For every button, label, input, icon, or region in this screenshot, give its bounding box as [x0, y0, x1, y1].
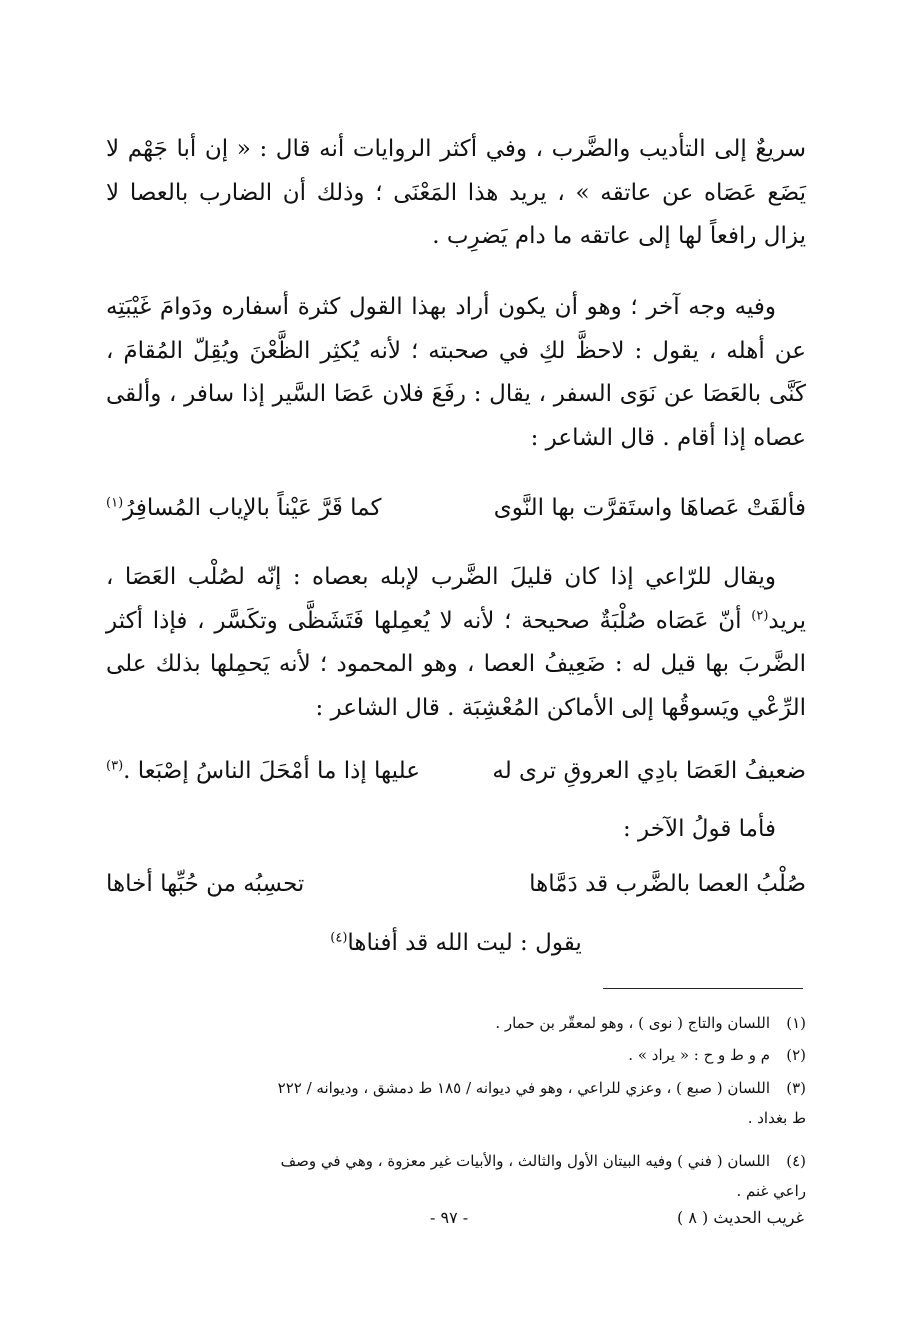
- verse-hemistich-first: فألقَتْ عَصاهَا واستَقرَّت بها النَّوى: [493, 495, 806, 521]
- footnote-text: اللسان ( صبع ) ، وعزي للراعي ، وهو في ديوانه / ١٨٥ ط دمشق ، وديوانه / ٢٢٢: [277, 1079, 770, 1097]
- footnote-continuation: ط بغداد .: [747, 1109, 806, 1127]
- paragraph: وفيه وجه آخر ؛ وهو أن يكون أراد بهذا القول كثرة أسفاره ودَوامَ غَيْبَتِه عن أهله ، يقول : لاحظَّ لكِ في صحبته ؛ لأنه يُكثِر الظَّعْنَ ويُقِلّ المُقامَ ، كَنَّى بالعَصَا عن نَوَى السفر ، يقال : رفَعَ فلان عَصَا السَّير إذا سافر ، وألقى عصاه إذا أقام . قال الشاعر :: [106, 294, 806, 452]
- footnote-separator: [603, 988, 803, 989]
- paragraph-part: ويقال للرّاعي إذا كان قليلَ الضَّرب لإبله بعصاه : إنّه لصُلْب العَصَا ، يريد: [106, 564, 806, 634]
- verse-hemistich-second: [106, 487, 381, 529]
- footnote: [106, 1040, 806, 1070]
- verse-text: عليها إذا ما أمْحَلَ الناسُ إصْبَعا .: [123, 758, 420, 784]
- verse-line: [106, 863, 806, 905]
- footnote-text: اللسان ( فني ) وفيه البيتان الأول والثالث ، والأبيات غير معزوة ، وهي في وصف: [280, 1152, 770, 1170]
- footnote-continuation: راعي غنم .: [736, 1182, 806, 1200]
- footnote-ref: (٢): [751, 608, 769, 624]
- footnote-ref: (٤): [330, 930, 348, 946]
- verse-line: [106, 750, 806, 792]
- footnote-ref: (١): [106, 495, 124, 511]
- verse-hemistich-first: ضعيفُ العَصَا بادِي العروقِ ترى له: [492, 758, 806, 784]
- paragraph: [106, 556, 806, 731]
- footnote: [106, 1008, 806, 1038]
- paragraph: [106, 922, 806, 966]
- main-text-block-4: [106, 808, 806, 852]
- footnote-number: (٤): [786, 1152, 806, 1170]
- main-text-block-1: [106, 128, 806, 259]
- footnote-text: م و ط و ح : « يراد » .: [628, 1046, 770, 1064]
- verse-hemistich-second: [106, 750, 420, 792]
- paragraph-part: أنّ عَصَاه صُلْبَةٌ صحيحة ؛ لأنه لا يُعمِلها فَتَشَظَّى وتكَسَّر ، فإذا أكثر الضَّربَ بها قيل له : ضَعِيفُ العصا ، وهو المحمود ؛ لأنه يَحمِلها بذلك على الرِّعْي ويَسوقُها إلى الأماكن المُعْشِبَة . قال الشاعر :: [106, 607, 806, 722]
- verse-line: [106, 487, 806, 529]
- footnote: [106, 1073, 806, 1133]
- page-number: - ٩٧ -: [430, 1208, 469, 1227]
- verse-hemistich-second: تحسِبُه من حُبِّها أخاها: [106, 871, 305, 897]
- verse-text: يقول : ليت الله قد أفناها: [347, 930, 582, 956]
- footnote-number: (٣): [786, 1079, 806, 1097]
- footnote-text: اللسان والتاج ( نوى ) ، وهو لمعقّر بن حمار .: [495, 1014, 770, 1032]
- verse-text: كما قَرَّ عَيْناً بالإياب المُسافِرُ: [123, 495, 382, 521]
- main-text-block-2: [106, 286, 806, 461]
- footnote-number: (٢): [786, 1046, 806, 1064]
- footnote: [106, 1146, 806, 1206]
- verse-hemistich-first: صُلْبُ العصا بالضَّرب قد دَمَّاها: [529, 871, 806, 897]
- footnote-number: (١): [786, 1014, 806, 1032]
- main-text-block-5: [106, 922, 806, 966]
- paragraph: فأما قولُ الآخر :: [622, 816, 776, 842]
- paragraph: سريعٌ إلى التأديب والضَّرب ، وفي أكثر الروايات أنه قال : « إن أبا جَهْم لا يَضَع عَصَاه عن عاتقه » ، يريد هذا المَعْنَى ؛ وذلك أن الضارب بالعصا لا يزال رافعاً لها إلى عاتقه ما دام يَضرِب .: [106, 136, 806, 250]
- signature-mark: غريب الحديث ( ٨ ): [677, 1208, 804, 1227]
- footnote-ref: (٣): [106, 758, 124, 774]
- main-text-block-3: [106, 556, 806, 731]
